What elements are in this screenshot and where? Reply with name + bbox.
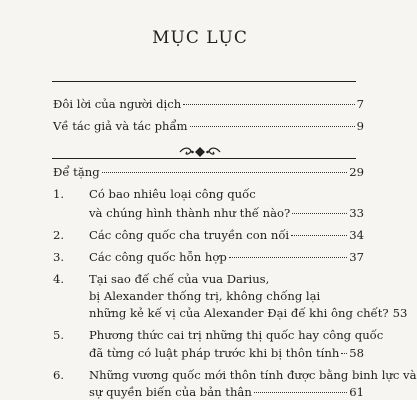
toc-chapter-1-cont [53,206,364,220]
page-title: MỤC LỤC [152,28,248,48]
toc-entry-dedication [53,165,364,179]
chapter-number: 6. [53,368,65,382]
toc-page-number: 7 [356,97,364,111]
toc-chapter-3 [53,250,364,264]
divider [52,81,356,82]
toc-page-number: 34 [349,228,364,242]
toc-chapter-6 [53,368,417,382]
toc-entry-translator-note [53,97,364,111]
chapter-number: 3. [53,250,65,264]
toc-page-number: 29 [349,165,364,179]
chapter-title-line: Tại sao đế chế của vua Darius, [89,272,270,286]
dot-leader [102,171,348,173]
chapter-title-line: và chúng hình thành như thế nào? [89,206,291,220]
toc-chapter-6-cont [53,385,364,399]
decorative-flourish-icon [0,146,400,158]
dot-leader [183,103,354,105]
chapter-title-line: Những vương quốc mới thôn tính được bằng binh lực và [89,368,417,382]
dot-leader [190,125,355,127]
chapter-number: 4. [53,272,65,286]
chapter-number: 5. [53,328,65,342]
toc-chapter-4-cont2 [53,306,408,320]
toc-page-number: 37 [349,250,364,264]
toc-chapter-5-cont [53,346,364,360]
toc-chapter-2 [53,228,364,242]
toc-page-number: 61 [349,385,364,399]
toc-chapter-1 [53,187,364,201]
toc-entry-about-author [53,119,364,133]
toc-page-number: 53 [392,306,408,320]
chapter-number: 1. [53,187,65,201]
chapter-title-line: những kẻ kế vị của Alexander Đại đế khi ông chết? [89,306,389,320]
toc-page-number: 33 [349,206,364,220]
chapter-number: 2. [53,228,65,242]
dot-leader [291,234,347,236]
dot-leader [229,256,347,258]
toc-entry-label: Về tác giả và tác phẩm [53,119,188,133]
toc-entry-label: Để tặng [53,165,100,179]
toc-chapter-5 [53,328,384,342]
chapter-title-line: sự quyền biến của bản thân [89,385,252,399]
chapter-title-line: Các công quốc hỗn hợp [89,250,227,264]
chapter-title-line: Phương thức cai trị những thị quốc hay công quốc [89,328,384,342]
chapter-title-line: đã từng có luật pháp trước khi bị thôn tính [89,346,340,360]
dot-leader [292,212,347,214]
chapter-title-line: bị Alexander thống trị, không chống lại [89,289,321,303]
dot-leader [254,391,347,393]
toc-page-number: 58 [349,346,364,360]
chapter-title-line: Có bao nhiêu loại công quốc [89,187,256,201]
toc-page-number: 9 [356,119,364,133]
chapter-title-line: Các công quốc cha truyền con nối [89,228,290,242]
toc-chapter-4-cont [53,289,364,303]
divider [52,158,356,159]
toc-chapter-4 [53,272,364,286]
dot-leader [341,352,347,354]
toc-entry-label: Đôi lời của người dịch [53,97,182,111]
